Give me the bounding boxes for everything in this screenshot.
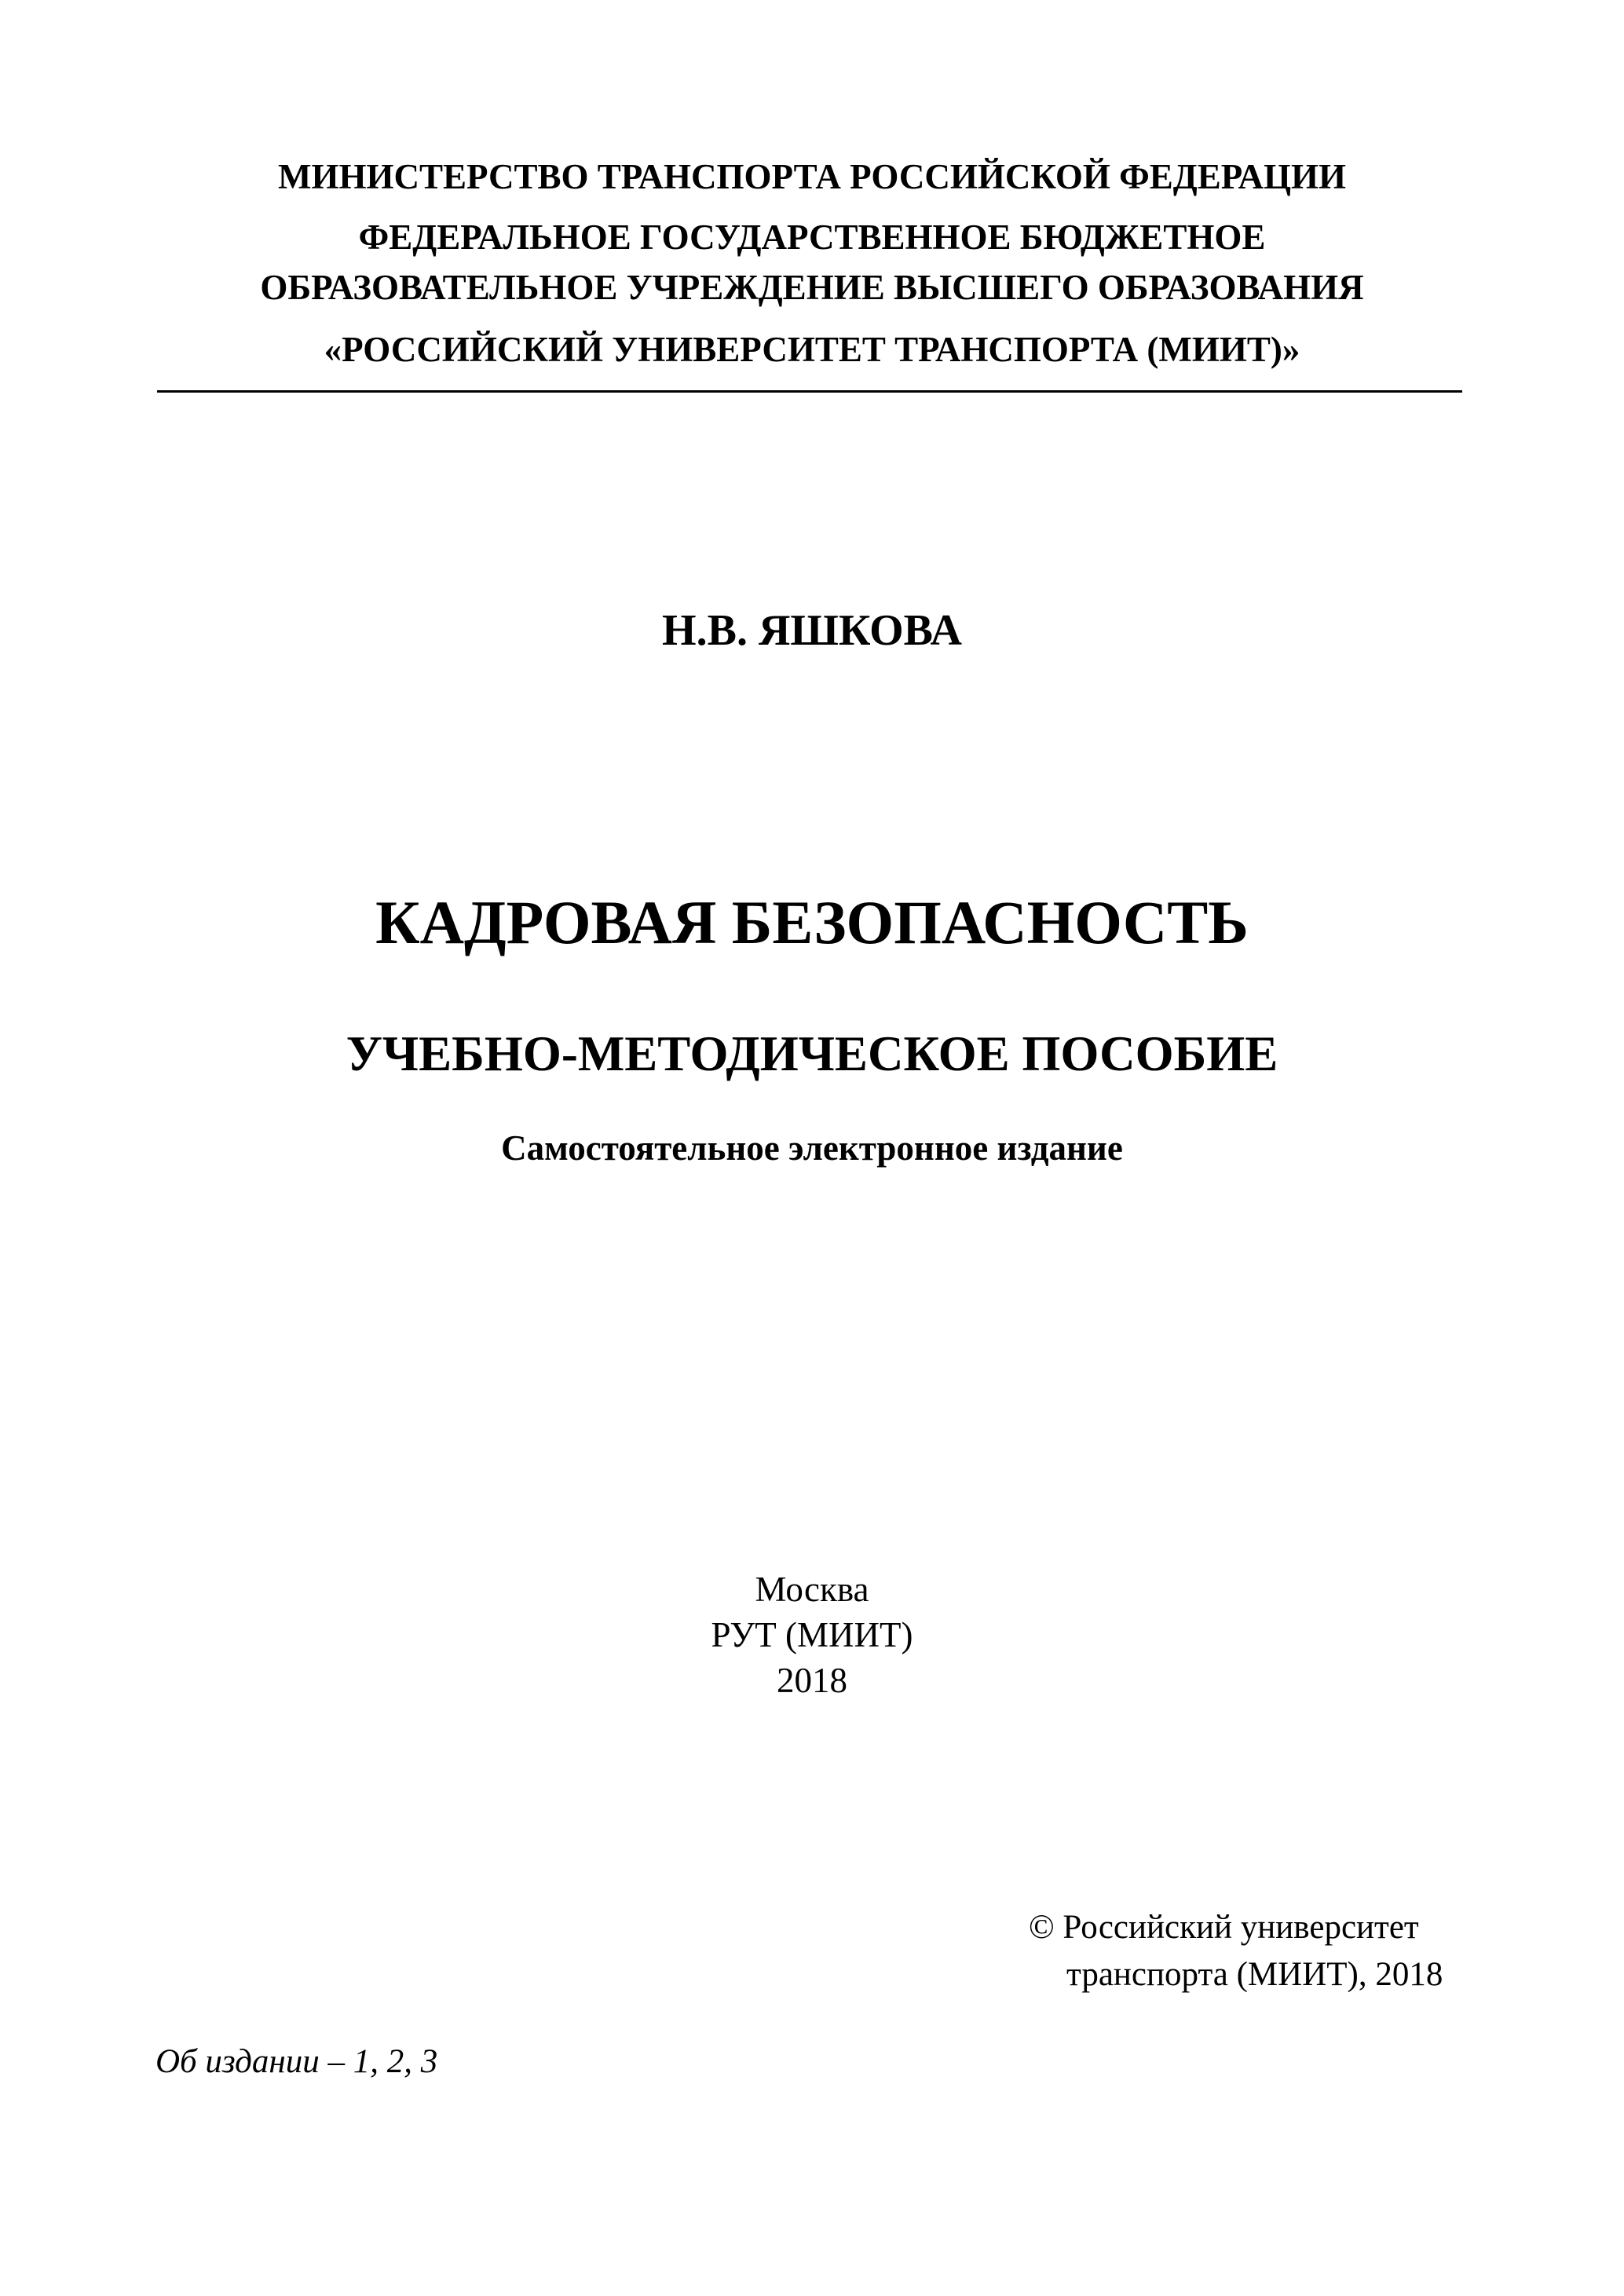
book-title: КАДРОВАЯ БЕЗОПАСНОСТЬ	[375, 888, 1249, 956]
copyright-line-2: транспорта (МИИТ), 2018	[1066, 1956, 1443, 1993]
book-subtitle: УЧЕБНО-МЕТОДИЧЕСКОЕ ПОСОБИЕ	[346, 1026, 1278, 1081]
imprint-city: Москва	[755, 1570, 869, 1609]
imprint-year: 2018	[777, 1661, 847, 1700]
about-edition-note: Об издании – 1, 2, 3	[155, 2043, 438, 2080]
imprint-publisher: РУТ (МИИТ)	[711, 1615, 913, 1654]
author-name: Н.В. ЯШКОВА	[662, 606, 962, 655]
copyright-line-1: © Российский университет	[1029, 1909, 1419, 1946]
university-name-line: «РОССИЙСКИЙ УНИВЕРСИТЕТ ТРАНСПОРТА (МИИТ)»	[324, 330, 1300, 369]
ministry-line: МИНИСТЕРСТВО ТРАНСПОРТА РОССИЙСКОЙ ФЕДЕРАЦИИ	[277, 157, 1347, 196]
copyright-notice	[1029, 1904, 1443, 1998]
imprint-block	[0, 1567, 1624, 1703]
institution-education-line: ОБРАЗОВАТЕЛЬНОЕ УЧРЕЖДЕНИЕ ВЫСШЕГО ОБРАЗОВАНИЯ	[260, 268, 1364, 307]
institution-type-line: ФЕДЕРАЛЬНОЕ ГОСУДАРСТВЕННОЕ БЮДЖЕТНОЕ	[358, 218, 1266, 257]
header-divider	[157, 390, 1462, 393]
edition-note: Самостоятельное электронное издание	[501, 1128, 1123, 1168]
